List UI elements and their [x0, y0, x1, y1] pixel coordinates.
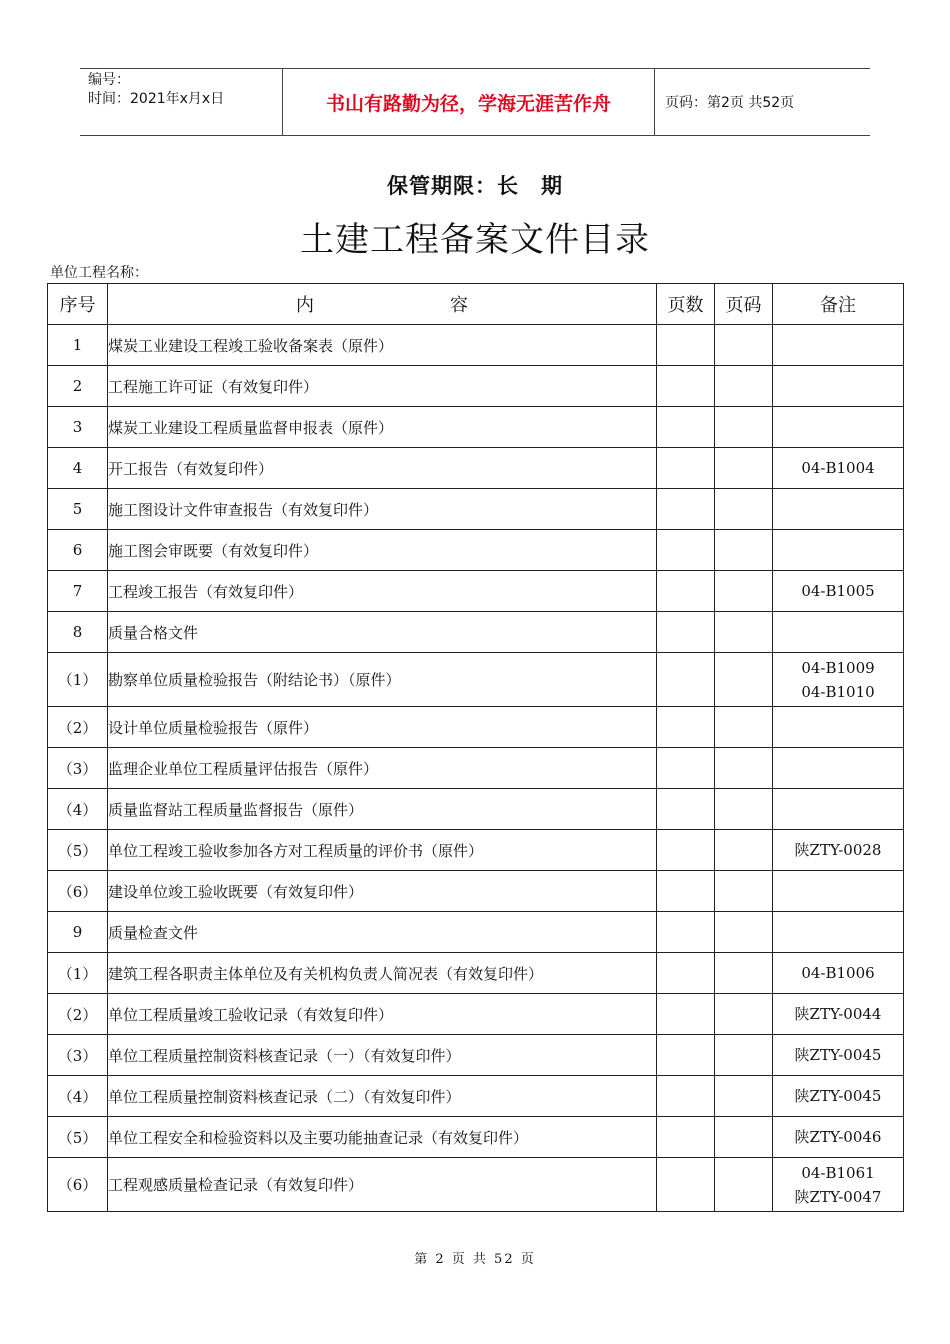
- header-no: 序号: [48, 284, 108, 325]
- row-pages: [657, 871, 715, 912]
- row-number: （4）: [48, 1076, 108, 1117]
- row-number: （1）: [48, 653, 108, 707]
- header-content: [108, 284, 657, 325]
- row-page-no: [715, 448, 773, 489]
- table-row: [48, 366, 904, 407]
- table-row: [48, 748, 904, 789]
- row-content: 开工报告（有效复印件）: [108, 448, 657, 489]
- row-number: 6: [48, 530, 108, 571]
- table-row: [48, 789, 904, 830]
- row-remark-line: 04-B1009: [801, 658, 875, 677]
- header-pages: 页数: [657, 284, 715, 325]
- header-content-right: 容: [450, 295, 468, 316]
- page-footer: 第 2 页 共 52 页: [414, 1252, 536, 1267]
- row-number: （1）: [48, 953, 108, 994]
- row-remark: [773, 1035, 904, 1076]
- row-number: 2: [48, 366, 108, 407]
- row-page-no: [715, 653, 773, 707]
- table-row: [48, 994, 904, 1035]
- row-remark-line: 陕ZTY-0046: [794, 1128, 882, 1146]
- row-page-no: [715, 1076, 773, 1117]
- code-label: 编号：: [88, 72, 130, 88]
- header-page-no: 页码: [715, 284, 773, 325]
- row-content: 监理企业单位工程质量评估报告（原件）: [108, 748, 657, 789]
- row-page-no: [715, 994, 773, 1035]
- row-remark: [773, 407, 904, 448]
- row-remark-line: 陕ZTY-0045: [794, 1087, 882, 1105]
- row-page-no: [715, 1117, 773, 1158]
- row-number: （5）: [48, 1117, 108, 1158]
- row-remark: [773, 653, 904, 707]
- row-remark: [773, 707, 904, 748]
- row-page-no: [715, 830, 773, 871]
- row-content: 建设单位竣工验收既要（有效复印件）: [108, 871, 657, 912]
- row-number: （4）: [48, 789, 108, 830]
- table-row: [48, 407, 904, 448]
- table-row: [48, 871, 904, 912]
- row-remark-line: 04-B1004: [801, 459, 875, 477]
- table-row: [48, 489, 904, 530]
- page-info: 页码：第2页 共52页: [665, 95, 795, 111]
- table-row: [48, 530, 904, 571]
- row-page-no: [715, 612, 773, 653]
- row-page-no: [715, 407, 773, 448]
- row-content: 单位工程安全和检验资料以及主要功能抽查记录（有效复印件）: [108, 1117, 657, 1158]
- row-number: （3）: [48, 748, 108, 789]
- row-pages: [657, 571, 715, 612]
- row-pages: [657, 325, 715, 366]
- row-page-no: [715, 489, 773, 530]
- row-remark: [773, 448, 904, 489]
- row-number: 9: [48, 912, 108, 953]
- row-page-no: [715, 1035, 773, 1076]
- document-title: 土建工程备案文件目录: [300, 220, 650, 260]
- row-remark: [773, 489, 904, 530]
- row-content: 建筑工程各职责主体单位及有关机构负责人简况表（有效复印件）: [108, 953, 657, 994]
- row-remark: [773, 789, 904, 830]
- row-page-no: [715, 325, 773, 366]
- row-pages: [657, 912, 715, 953]
- row-pages: [657, 830, 715, 871]
- row-content: 质量检查文件: [108, 912, 657, 953]
- table-row: [48, 1158, 904, 1212]
- row-page-no: [715, 912, 773, 953]
- row-page-no: [715, 366, 773, 407]
- row-pages: [657, 653, 715, 707]
- row-remark: [773, 325, 904, 366]
- row-remark-line: 陕ZTY-0045: [794, 1046, 882, 1064]
- row-remark-line: 04-B1006: [801, 964, 875, 982]
- row-page-no: [715, 789, 773, 830]
- row-content: 工程观感质量检查记录（有效复印件）: [108, 1158, 657, 1212]
- row-content: 质量监督站工程质量监督报告（原件）: [108, 789, 657, 830]
- row-number: 7: [48, 571, 108, 612]
- header-meta: [80, 69, 282, 135]
- row-content: 煤炭工业建设工程质量监督申报表（原件）: [108, 407, 657, 448]
- row-remark-line: 陕ZTY-0044: [794, 1005, 882, 1023]
- row-pages: [657, 789, 715, 830]
- row-remark-line: 04-B1005: [801, 582, 875, 600]
- table-row: [48, 830, 904, 871]
- table-row: [48, 571, 904, 612]
- row-page-no: [715, 748, 773, 789]
- row-number: 1: [48, 325, 108, 366]
- row-page-no: [715, 871, 773, 912]
- row-pages: [657, 489, 715, 530]
- retention-period: 保管期限：长 期: [387, 173, 563, 198]
- row-pages: [657, 748, 715, 789]
- row-content: 煤炭工业建设工程竣工验收备案表（原件）: [108, 325, 657, 366]
- file-catalog-table: [47, 283, 904, 1212]
- row-remark: [773, 366, 904, 407]
- row-remark-line: 04-B1061: [801, 1163, 875, 1182]
- header-content-left: 内: [296, 295, 314, 316]
- row-content: 施工图设计文件审查报告（有效复印件）: [108, 489, 657, 530]
- table-row: [48, 653, 904, 707]
- row-number: 4: [48, 448, 108, 489]
- table-body: [48, 325, 904, 1212]
- motto: 书山有路勤为径，学海无涯苦作舟: [282, 69, 655, 135]
- row-pages: [657, 530, 715, 571]
- row-pages: [657, 707, 715, 748]
- row-content: 单位工程竣工验收参加各方对工程质量的评价书（原件）: [108, 830, 657, 871]
- row-number: （6）: [48, 1158, 108, 1212]
- table-row: [48, 1076, 904, 1117]
- row-pages: [657, 407, 715, 448]
- table-row: [48, 448, 904, 489]
- page-header: [80, 68, 870, 136]
- row-content: 单位工程质量控制资料核查记录（二）（有效复印件）: [108, 1076, 657, 1117]
- row-remark-line: 陕ZTY-0047: [794, 1187, 882, 1206]
- row-remark-line: 陕ZTY-0028: [794, 841, 882, 859]
- table-row: [48, 707, 904, 748]
- row-number: （5）: [48, 830, 108, 871]
- row-number: （2）: [48, 994, 108, 1035]
- row-remark: [773, 912, 904, 953]
- table-row: [48, 912, 904, 953]
- row-number: （2）: [48, 707, 108, 748]
- row-pages: [657, 1076, 715, 1117]
- row-remark: [773, 612, 904, 653]
- table-row: [48, 1035, 904, 1076]
- row-pages: [657, 366, 715, 407]
- row-remark: [773, 1117, 904, 1158]
- row-remark: [773, 571, 904, 612]
- row-pages: [657, 953, 715, 994]
- row-remark: [773, 1158, 904, 1212]
- row-pages: [657, 612, 715, 653]
- row-pages: [657, 994, 715, 1035]
- table-row: [48, 612, 904, 653]
- row-remark: [773, 530, 904, 571]
- row-number: 3: [48, 407, 108, 448]
- row-content: 质量合格文件: [108, 612, 657, 653]
- table-row: [48, 1117, 904, 1158]
- row-content: 单位工程质量竣工验收记录（有效复印件）: [108, 994, 657, 1035]
- row-pages: [657, 448, 715, 489]
- time-label: 时间：2021年x月x日: [88, 91, 225, 107]
- row-page-no: [715, 530, 773, 571]
- row-remark-line: 04-B1010: [801, 682, 875, 701]
- row-pages: [657, 1158, 715, 1212]
- row-remark: [773, 953, 904, 994]
- row-number: （6）: [48, 871, 108, 912]
- row-content: 施工图会审既要（有效复印件）: [108, 530, 657, 571]
- row-remark: [773, 1076, 904, 1117]
- row-content: 单位工程质量控制资料核查记录（一）（有效复印件）: [108, 1035, 657, 1076]
- table-header-row: [48, 284, 904, 325]
- table-row: [48, 325, 904, 366]
- table-row: [48, 953, 904, 994]
- row-remark: [773, 830, 904, 871]
- row-content: 勘察单位质量检验报告（附结论书）（原件）: [108, 653, 657, 707]
- row-pages: [657, 1035, 715, 1076]
- row-page-no: [715, 953, 773, 994]
- row-number: （3）: [48, 1035, 108, 1076]
- row-remark: [773, 871, 904, 912]
- row-number: 8: [48, 612, 108, 653]
- row-page-no: [715, 571, 773, 612]
- row-page-no: [715, 707, 773, 748]
- row-number: 5: [48, 489, 108, 530]
- row-content: 工程竣工报告（有效复印件）: [108, 571, 657, 612]
- row-pages: [657, 1117, 715, 1158]
- row-remark: [773, 994, 904, 1035]
- header-remark: 备注: [773, 284, 904, 325]
- row-remark: [773, 748, 904, 789]
- row-content: 工程施工许可证（有效复印件）: [108, 366, 657, 407]
- row-content: 设计单位质量检验报告（原件）: [108, 707, 657, 748]
- row-page-no: [715, 1158, 773, 1212]
- unit-project-name-label: 单位工程名称：: [50, 265, 148, 281]
